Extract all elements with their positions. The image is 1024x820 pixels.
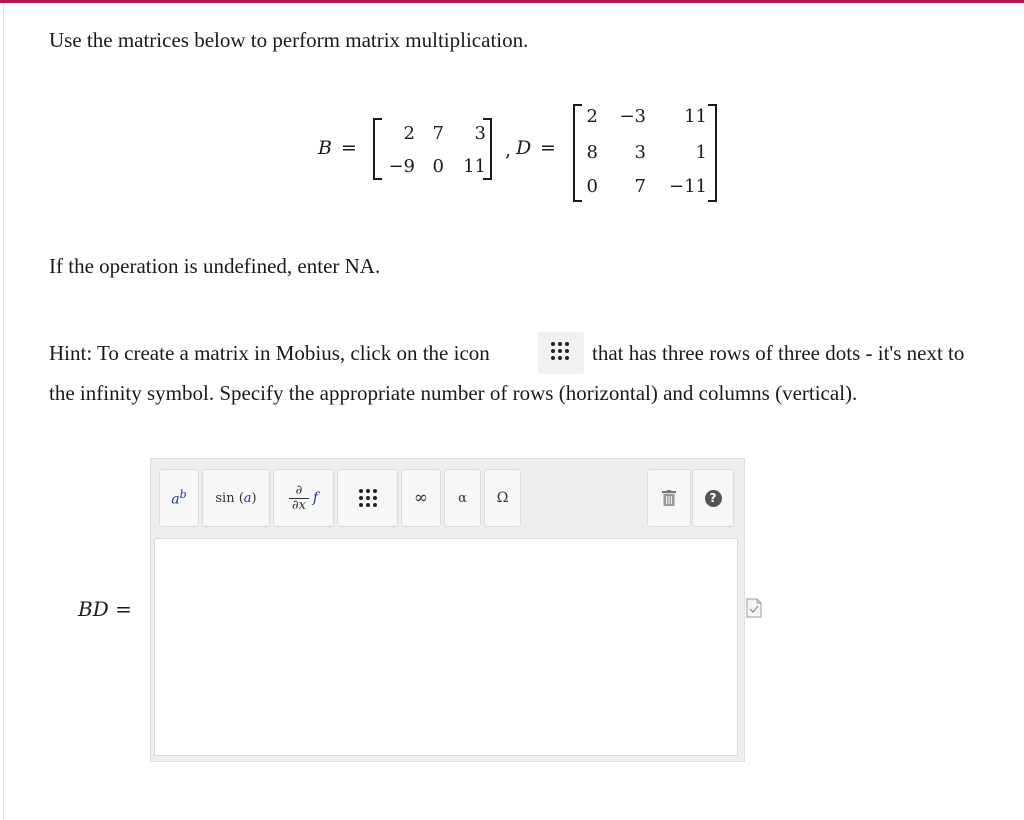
- matrix-b-cell-2-2: 0: [432, 156, 444, 177]
- palette-infinity-button[interactable]: [401, 469, 441, 527]
- superscript-icon: $a^b$: [171, 488, 187, 508]
- palette-derivative-button[interactable]: [273, 469, 334, 527]
- matrix-d-name: D: [516, 137, 532, 159]
- answer-label: BD =: [78, 597, 132, 621]
- matrix-d-cell-1-2: −3: [619, 106, 646, 127]
- palette-help-button[interactable]: [692, 469, 734, 527]
- sin-function-icon: sin (a): [215, 490, 257, 506]
- palette-exponent-button[interactable]: [159, 469, 199, 527]
- matrix-d-cell-3-2: 7: [634, 176, 646, 197]
- trash-icon: [662, 490, 676, 506]
- infinity-icon: ∞: [413, 488, 429, 508]
- matrix-b-left-bracket: [373, 118, 382, 180]
- matrix-d-cell-3-1: 0: [586, 176, 598, 197]
- matrix-d-cell-2-3: 1: [695, 142, 707, 163]
- matrix-icon: [359, 489, 377, 507]
- matrix-d-equals: =: [540, 137, 556, 159]
- matrix-separator: ,: [505, 139, 512, 161]
- question-instruction: Use the matrices below to perform matrix multiplication.: [49, 28, 529, 52]
- matrix-b-name: B: [318, 137, 332, 159]
- partial-derivative-icon: ∂ ∂x f: [289, 484, 318, 513]
- omega-icon: Ω: [496, 490, 509, 506]
- palette-alpha-button[interactable]: [444, 469, 481, 527]
- matrix-d-left-bracket: [573, 104, 582, 202]
- matrix-d-right-bracket: [708, 104, 717, 202]
- matrix-b-cell-1-1: 2: [403, 123, 415, 144]
- matrix-d-cell-3-3: −11: [669, 176, 707, 197]
- matrix-b-cell-2-3: 11: [463, 156, 486, 177]
- palette-delete-button[interactable]: [647, 469, 691, 527]
- matrix-d-cell-2-1: 8: [586, 142, 598, 163]
- matrix-b-cell-1-3: 3: [474, 123, 486, 144]
- answer-input[interactable]: [154, 538, 738, 756]
- top-accent-bar: [0, 0, 1024, 3]
- left-border: [3, 3, 4, 820]
- alpha-icon: α: [458, 490, 467, 506]
- palette-matrix-button[interactable]: [337, 469, 398, 527]
- hint-matrix-icon: [538, 332, 584, 374]
- undefined-note: If the operation is undefined, enter NA.: [49, 254, 381, 278]
- matrix-b-equals: =: [341, 137, 357, 159]
- hint-text-end: that has three rows of three dots - it's next to: [592, 341, 965, 365]
- matrix-b-cell-1-2: 7: [432, 123, 444, 144]
- matrix-d-cell-2-2: 3: [634, 142, 646, 163]
- preview-document-icon[interactable]: [746, 598, 762, 618]
- hint-text-line2: the infinity symbol. Specify the appropriate number of rows (horizontal) and columns (vertical).: [49, 381, 858, 405]
- hint-text-start: Hint: To create a matrix in Mobius, click on the icon: [49, 341, 490, 365]
- palette-omega-button[interactable]: [484, 469, 521, 527]
- matrix-d-cell-1-3: 11: [684, 106, 707, 127]
- palette-function-button[interactable]: [202, 469, 270, 527]
- matrix-b-cell-2-1: −9: [388, 156, 415, 177]
- help-icon: ?: [705, 490, 722, 507]
- matrix-d-cell-1-1: 2: [586, 106, 598, 127]
